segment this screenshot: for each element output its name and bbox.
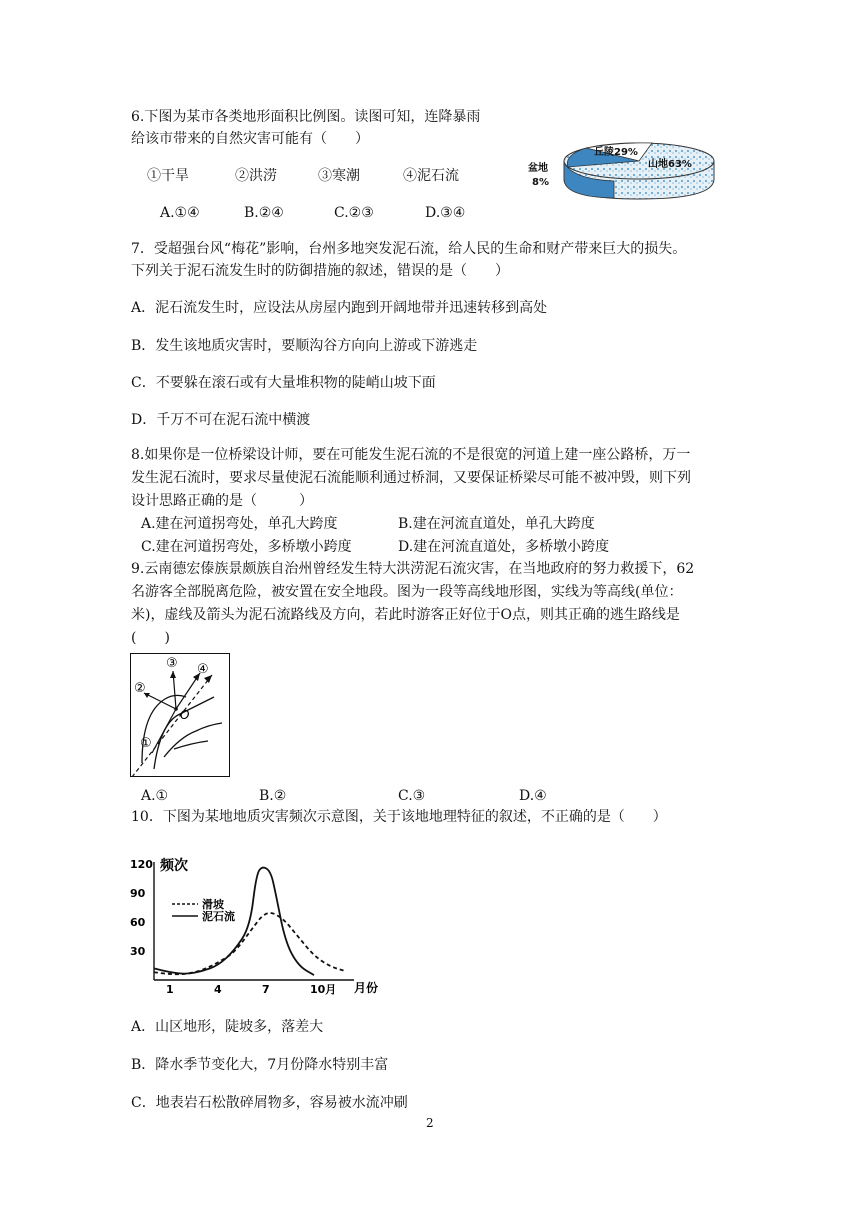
- terrain-area-pie: [524, 137, 724, 205]
- q7-option-c: C．不要躲在滚石或有大量堆积物的陡峭山坡下面: [131, 375, 436, 391]
- q6-choice-c: C.②③: [334, 205, 374, 221]
- q7-option-a: A．泥石流发生时，应设法从房屋内跑到开阔地带并迅速转移到高处: [131, 300, 548, 316]
- q8-option-a: A.建在河道拐弯处，单孔大跨度: [141, 516, 338, 532]
- x-tick-label: 4: [214, 983, 222, 996]
- q6-item-2: ②洪涝: [235, 168, 277, 184]
- map-label-4: ④: [197, 662, 209, 677]
- y-tick-label: 120: [130, 858, 153, 871]
- q6-stem-line2: 给该市带来的自然灾害可能有（ ）: [131, 131, 369, 147]
- pie-label-mountain: 山地63%: [648, 159, 692, 170]
- x-tick-label: 7: [262, 983, 270, 996]
- q10-option-c: C．地表岩石松散碎屑物多，容易被水流冲刷: [131, 1095, 408, 1111]
- q7-stem-line1: 7．受超强台风“梅花”影响，台州多地突发泥石流，给人民的生命和财产带来巨大的损失。: [131, 241, 687, 257]
- x-tick-label: 10月: [310, 983, 337, 996]
- y-tick-label: 60: [130, 916, 146, 929]
- chart-legend: [172, 897, 235, 923]
- q8-option-d: D.建在河流直道处，多桥墩小跨度: [398, 539, 610, 555]
- x-tick-label: 1: [166, 983, 174, 996]
- q10-option-a: A．山区地形，陡坡多，落差大: [131, 1019, 324, 1035]
- contour-map: [130, 653, 230, 777]
- q9-stem-line1: 9.云南德宏傣族景颇族自治州曾经发生特大洪涝泥石流灾害，在当地政府的努力救援下，62: [131, 561, 695, 577]
- disaster-frequency-chart: [128, 850, 392, 998]
- q8-option-c: C.建在河道拐弯处，多桥墩小跨度: [141, 539, 352, 555]
- y-tick-label: 30: [130, 945, 146, 958]
- q10-stem: 10．下图为某地地质灾害频次示意图，关于该地地理特征的叙述，不正确的是（ ）: [131, 809, 667, 825]
- pie-label-hill: 丘陵29%: [594, 147, 638, 158]
- q9-stem-line3: 米)，虚线及箭头为泥石流路线及方向，若此时游客正好位于O点，则其正确的逃生路线是: [131, 607, 680, 623]
- q9-choice-d: D.④: [519, 788, 547, 804]
- q9-stem-line4: ( ): [131, 630, 170, 646]
- q7-option-d: D．千万不可在泥石流中横渡: [131, 412, 311, 428]
- q6-item-4: ④泥石流: [403, 168, 459, 184]
- map-label-o: O: [180, 708, 190, 722]
- q9-choice-b: B.②: [259, 788, 287, 804]
- legend-debris-flow: 泥石流: [202, 910, 235, 923]
- y-axis-label: 频次: [160, 858, 188, 874]
- map-label-3: ③: [166, 656, 178, 671]
- q8-stem-line2: 发生泥石流时，要求尽量使泥石流能顺利通过桥洞，又要保证桥梁尽可能不被冲毁，则下列: [131, 470, 691, 486]
- point-o-marker: [174, 707, 178, 711]
- y-tick-label: 90: [130, 887, 146, 900]
- q8-stem-line1: 8.如果你是一位桥梁设计师，要在可能发生泥石流的不是很宽的河道上建一座公路桥，万一: [131, 447, 691, 463]
- q8-option-b: B.建在河流直道处，单孔大跨度: [398, 516, 595, 532]
- q7-option-b: B．发生该地质灾害时，要顺沟谷方向向上游或下游逃走: [131, 338, 478, 354]
- q6-choice-a: A.①④: [160, 205, 200, 221]
- q9-choice-a: A.①: [141, 788, 169, 804]
- pie-label-basin: 盆地: [528, 163, 548, 174]
- q6-item-3: ③寒潮: [318, 168, 360, 184]
- q6-stem-line1: 6.下图为某市各类地形面积比例图。读图可知，连降暴雨: [131, 109, 481, 125]
- pie-label-basin-pct: 8%: [532, 177, 549, 188]
- q9-choice-c: C.③: [398, 788, 426, 804]
- q6-choice-b: B.②④: [244, 205, 284, 221]
- map-label-2: ②: [134, 681, 146, 696]
- q9-stem-line2: 名游客全部脱离危险，被安置在安全地段。图为一段等高线地形图，实线为等高线(单位：: [131, 584, 683, 600]
- legend-landslide: 滑坡: [202, 898, 224, 911]
- x-axis-label: 月份: [354, 981, 379, 995]
- q7-stem-line2: 下列关于泥石流发生时的防御措施的叙述，错误的是（ ）: [131, 263, 509, 279]
- page-number: 2: [426, 1116, 434, 1130]
- q8-stem-line3: 设计思路正确的是（ ）: [131, 493, 313, 509]
- q6-choice-d: D.③④: [425, 205, 466, 221]
- map-label-1: ①: [140, 736, 152, 751]
- q10-option-b: B．降水季节变化大，7月份降水特别丰富: [131, 1057, 389, 1073]
- q6-item-1: ①干旱: [147, 168, 189, 184]
